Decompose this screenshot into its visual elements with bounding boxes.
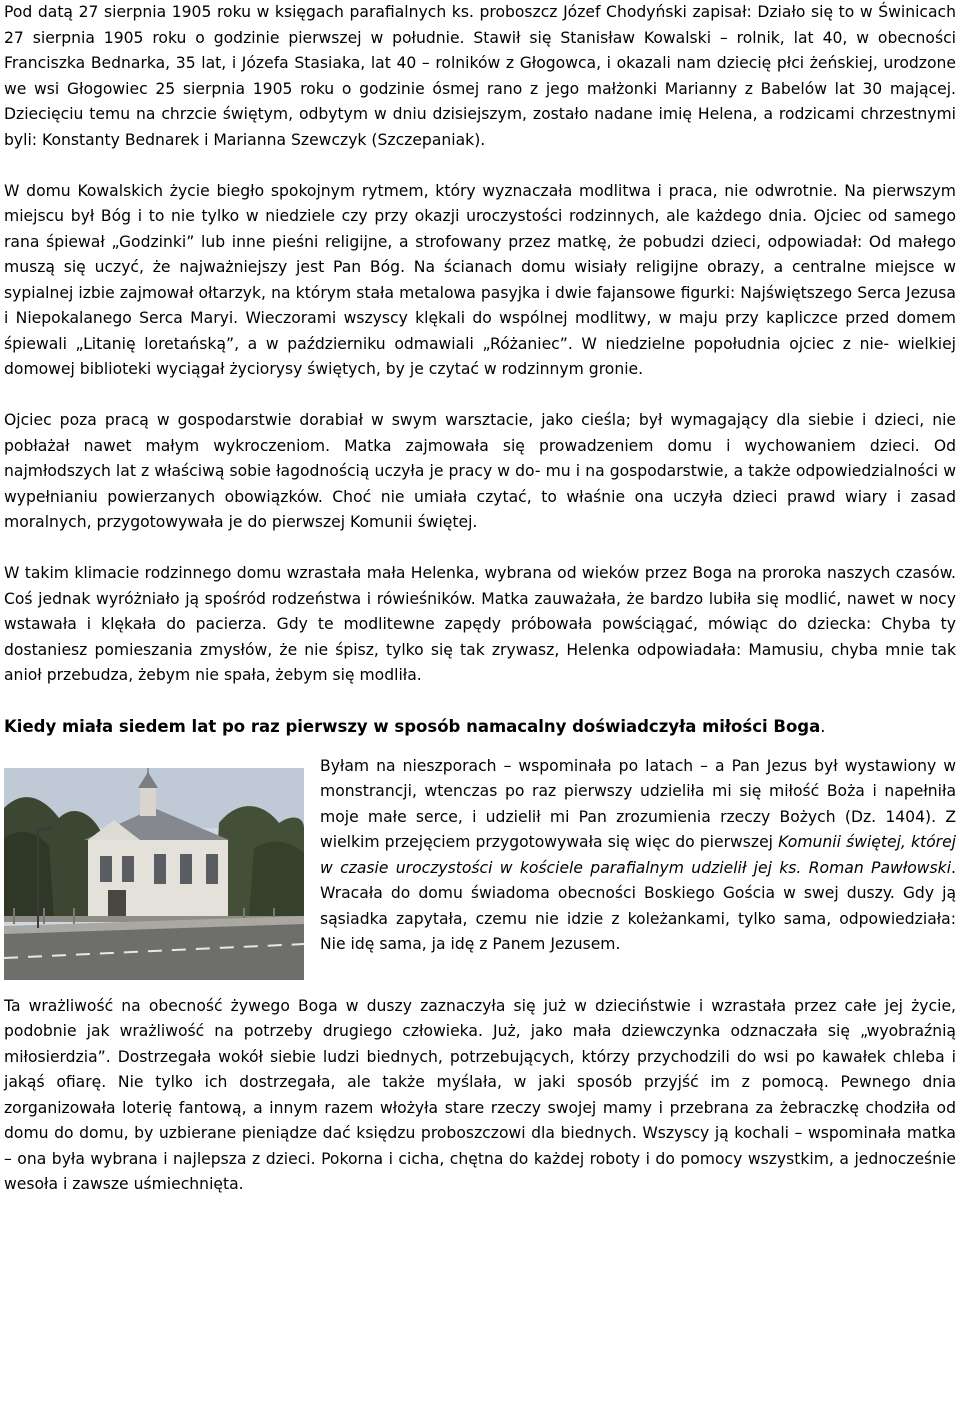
side-text-block — [320, 754, 956, 958]
paragraph-parents: Ojciec poza pracą w gospodarstwie dorabiał w swym warsztacie, jako cieśla; był wymagający dla siebie i dzieci, nie pobłażał nawet małym wykroczeniom. Matka zajmowała się prowadzeniem domu i wychowaniem dzieci. Od najmłodszych lat z właściwą sobie łagodnością uczyła je pracy w do- mu i na gospodarstwie, a także odpowiedzialności w wypełnianiu powierzanych obowiązków. Choć nie umiała czytać, to właśnie ona uczyła dzieci prawd wiary i zasad moralnych, przygotowywała je do pierwszej Komunii świętej. — [4, 411, 956, 531]
side-text-part2: . Wracała do domu świadoma obecności Boskiego Gościa w swej duszy. Gdy ją sąsiadka zapytała, czemu nie idzie z koleżankami, tylko sama, odpowiedziała: Nie idę sama, ja idę z Panem Jezusem. — [320, 858, 956, 953]
section-heading-period: . — [820, 717, 826, 736]
after-figure — [4, 994, 956, 1198]
paragraph-first-communion — [320, 754, 956, 958]
section-heading-text: Kiedy miała siedem lat po raz pierwszy w sposób namacalny doświadczyła miłości Boga — [4, 717, 821, 736]
side-text-part1: Byłam na nieszporach – wspominała po latach – a Pan Jezus był wystawiony w monstrancji, wtenczas po raz pierwszy udzieliła mi się miłość Boża i napełniła moje małe serce, i udzielił mi Pan zrozumienia rzeczy Bożych (Dz. 1404). Z wielkim przejęciem przygotowywała się więc do pierwszej — [320, 756, 956, 851]
church-illustration — [4, 768, 304, 980]
paragraph-helenka: W takim klimacie rodzinnego domu wzrastała mała Helenka, wybrana od wieków przez Boga na proroka naszych czasów. Coś jednak wyróżniało ją spośród rodzeństwa i rówieśników. Matka zauważała, że bardzo lubiła się modlić, nawet w nocy wstawała i klękała do pacierza. Gdy te modlitewne zapędy próbowała powściągać, mówiąc do dziecka: Chyba ty dostaniesz pomieszania zmysłów, że nie śpisz, tylko się tak zrywasz, Helenka odpowiadała: Mamusiu, chyba mnie tak anioł przebudza, żebym nie spała, żebym się modliła. — [4, 564, 956, 684]
paragraph-family-life: W domu Kowalskich życie biegło spokojnym rytmem, który wyznaczała modlitwa i praca, nie odwrotnie. Na pierwszym miejscu był Bóg i to nie tylko w niedziele czy przy okazji uroczystości rodzinnych, ale każdego dnia. Ojciec od samego rana śpiewał „Godzinki” lub inne pieśni religijne, a strofowany przez matkę, że pobudzi dzieci, odpowiadał: Od małego muszą się uczyć, że najważniejszy jest Pan Bóg. Na ścianach domu wisiały religijne obrazy, a centralne miejsce w sypialnej izbie zajmował ołtarzyk, na którym stała metalowa pasyjka i dwie fajansowe figurki: Najświętszego Serca Jezusa i Niepokalanego Serca Maryi. Wieczorami wszyscy klękali do wspólnej modlitwy, w maju przy kapliczce przed domem śpiewali „Litanię loretańską”, a w październiku odmawiali „Różaniec”. W niedzielne popołudnia ojciec z nie- wielkiej domowej biblioteki wyciągał życiorysy świętych, by je czytać w rodzinnym gronie. — [4, 181, 956, 378]
paragraph-mercy: Ta wrażliwość na obecność żywego Boga w duszy zaznaczyła się już w dzieciństwie i wzrastała przez całe jej życie, podobnie jak wrażliwość na potrzeby drugiego człowieka. Już, jako mała dziewczynka odznaczała się „wyobraźnią miłosierdzia”. Dostrzegała wokół siebie ludzi biednych, potrzebujących, którzy przychodzili do wsi po kawałek chleba i jakąś ofiarę. Nie tylko ich dostrzegała, ale także myślała, w jaki sposób przyjść im z pomocą. Pewnego dnia zorganizowała loterię fantową, a innym razem włożyła stare rzeczy swojej mamy i przebrana za żebraczkę chodziła od domu do domu, by uzbierane pieniądze dać księdzu proboszczowi dla biednych. Wszyscy ją kochali – wspominała matka – ona była wybrana i najlepsza z dzieci. Pokorna i cicha, chętna do każdej roboty i do pomocy wszystkim, a jednocześnie wesoła i zawsze uśmiechnięta. — [4, 996, 956, 1193]
section-heading — [4, 714, 956, 740]
figure-row — [4, 754, 956, 980]
paragraph-gap — [4, 689, 956, 715]
church-photo — [4, 768, 304, 980]
paragraph-baptism: Pod datą 27 sierpnia 1905 roku w księgach parafialnych ks. proboszcz Józef Chodyński zapisał: Działo się to w Świnicach 27 sierpnia 1905 roku o godzinie pierwszej w południe. Stawił się Stanisław Kowalski – rolnik, lat 40, w obecności Franciszka Bednarka, 35 lat, i Józefa Stasiaka, lat 40 – rolników z Głogowca, i okazali nam dziecię płci żeńskiej, urodzone we wsi Głogowiec 25 sierpnia 1905 roku o godzinie ósmej rano z jego małżonki Marianny z Babelów lat 30 mającej. Dziecięciu temu na chrzcie świętym, odbytym w dniu dzisiejszym, zostało nadane imię Helena, a rodzicami chrzestnymi byli: Konstanty Bednarek i Marianna Szewczyk (Szczepaniak). — [4, 3, 956, 149]
side-text-italic: Komunii świętej, której w czasie uroczystości w kościele parafialnym udzielił jej ks. Roman Pawłowski — [320, 833, 957, 877]
paragraph-gap — [4, 536, 956, 562]
paragraph-gap — [4, 153, 956, 179]
document-page — [4, 0, 956, 1198]
paragraph-gap — [4, 383, 956, 409]
